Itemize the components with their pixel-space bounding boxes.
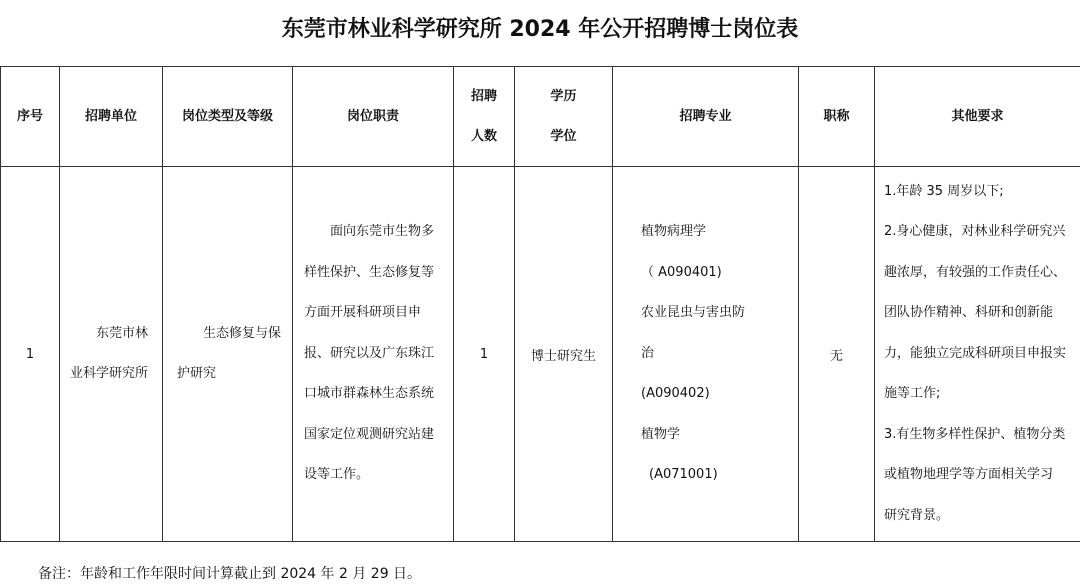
line: 东莞市林 bbox=[96, 325, 149, 341]
header-title: 职称 bbox=[799, 67, 875, 167]
line: （ A090401) bbox=[641, 264, 722, 280]
line: 报、研究以及广东珠江 bbox=[304, 345, 435, 361]
line: 或植物地理学等方面相关学习 bbox=[884, 467, 1054, 483]
header-row bbox=[1, 67, 1080, 167]
line: 研究背景。 bbox=[884, 507, 950, 523]
line: 2.身心健康，对林业科学研究兴 bbox=[884, 224, 1066, 240]
line: 业科学研究所 bbox=[70, 366, 149, 381]
cell-post-type bbox=[163, 167, 293, 542]
line: 植物学 bbox=[641, 426, 681, 442]
cell-majors bbox=[613, 167, 799, 542]
header-duties: 岗位职责 bbox=[293, 67, 454, 167]
header-education bbox=[515, 67, 613, 167]
line: 农业昆虫与害虫防 bbox=[641, 305, 746, 321]
cell-unit bbox=[60, 167, 163, 542]
header-unit: 招聘单位 bbox=[60, 67, 163, 167]
line: (A090402) bbox=[641, 386, 710, 402]
cell-other bbox=[875, 167, 1080, 542]
line: 1.年龄 35 周岁以下; bbox=[884, 183, 1004, 199]
cell-duties bbox=[293, 167, 454, 542]
line: 生态修复与保 bbox=[203, 325, 282, 341]
line: 3.有生物多样性保护、植物分类 bbox=[884, 426, 1066, 442]
line: 趣浓厚，有较强的工作责任心、 bbox=[884, 264, 1067, 280]
line: 国家定位观测研究站建 bbox=[304, 426, 435, 442]
line: 护研究 bbox=[177, 366, 217, 381]
header-majors: 招聘专业 bbox=[613, 67, 799, 167]
header-count bbox=[454, 67, 515, 167]
line: 设等工作。 bbox=[304, 467, 370, 483]
line: 团队协作精神、科研和创新能 bbox=[884, 305, 1054, 321]
header-index: 序号 bbox=[1, 67, 60, 167]
line: 植物病理学 bbox=[641, 224, 707, 240]
line: 力，能独立完成科研项目申报实 bbox=[884, 345, 1067, 361]
line: 口城市群森林生态系统 bbox=[304, 386, 435, 402]
line: 施等工作; bbox=[884, 386, 941, 402]
line: 治 bbox=[641, 345, 655, 361]
cell-index: 1 bbox=[1, 167, 60, 542]
line: 面向东莞市生物多 bbox=[330, 224, 435, 240]
cell-count: 1 bbox=[454, 167, 515, 542]
cell-title: 无 bbox=[799, 167, 875, 542]
header-count-line: 招聘 bbox=[470, 88, 497, 104]
footnote: 备注：年龄和工作年限时间计算截止到 2024 年 2 月 29 日。 bbox=[38, 566, 422, 582]
line: 样性保护、生态修复等 bbox=[304, 264, 435, 280]
table-row bbox=[1, 167, 1080, 542]
line: (A071001) bbox=[649, 467, 718, 483]
job-table bbox=[0, 66, 1080, 542]
line: 方面开展科研项目申 bbox=[304, 305, 422, 321]
header-post-type: 岗位类型及等级 bbox=[163, 67, 293, 167]
cell-education: 博士研究生 bbox=[515, 167, 613, 542]
page-title: 东莞市林业科学研究所 2024 年公开招聘博士岗位表 bbox=[281, 17, 799, 42]
header-education-line: 学位 bbox=[550, 128, 577, 144]
header-other: 其他要求 bbox=[875, 67, 1080, 167]
header-count-line: 人数 bbox=[470, 128, 497, 144]
header-education-line: 学历 bbox=[550, 88, 577, 104]
